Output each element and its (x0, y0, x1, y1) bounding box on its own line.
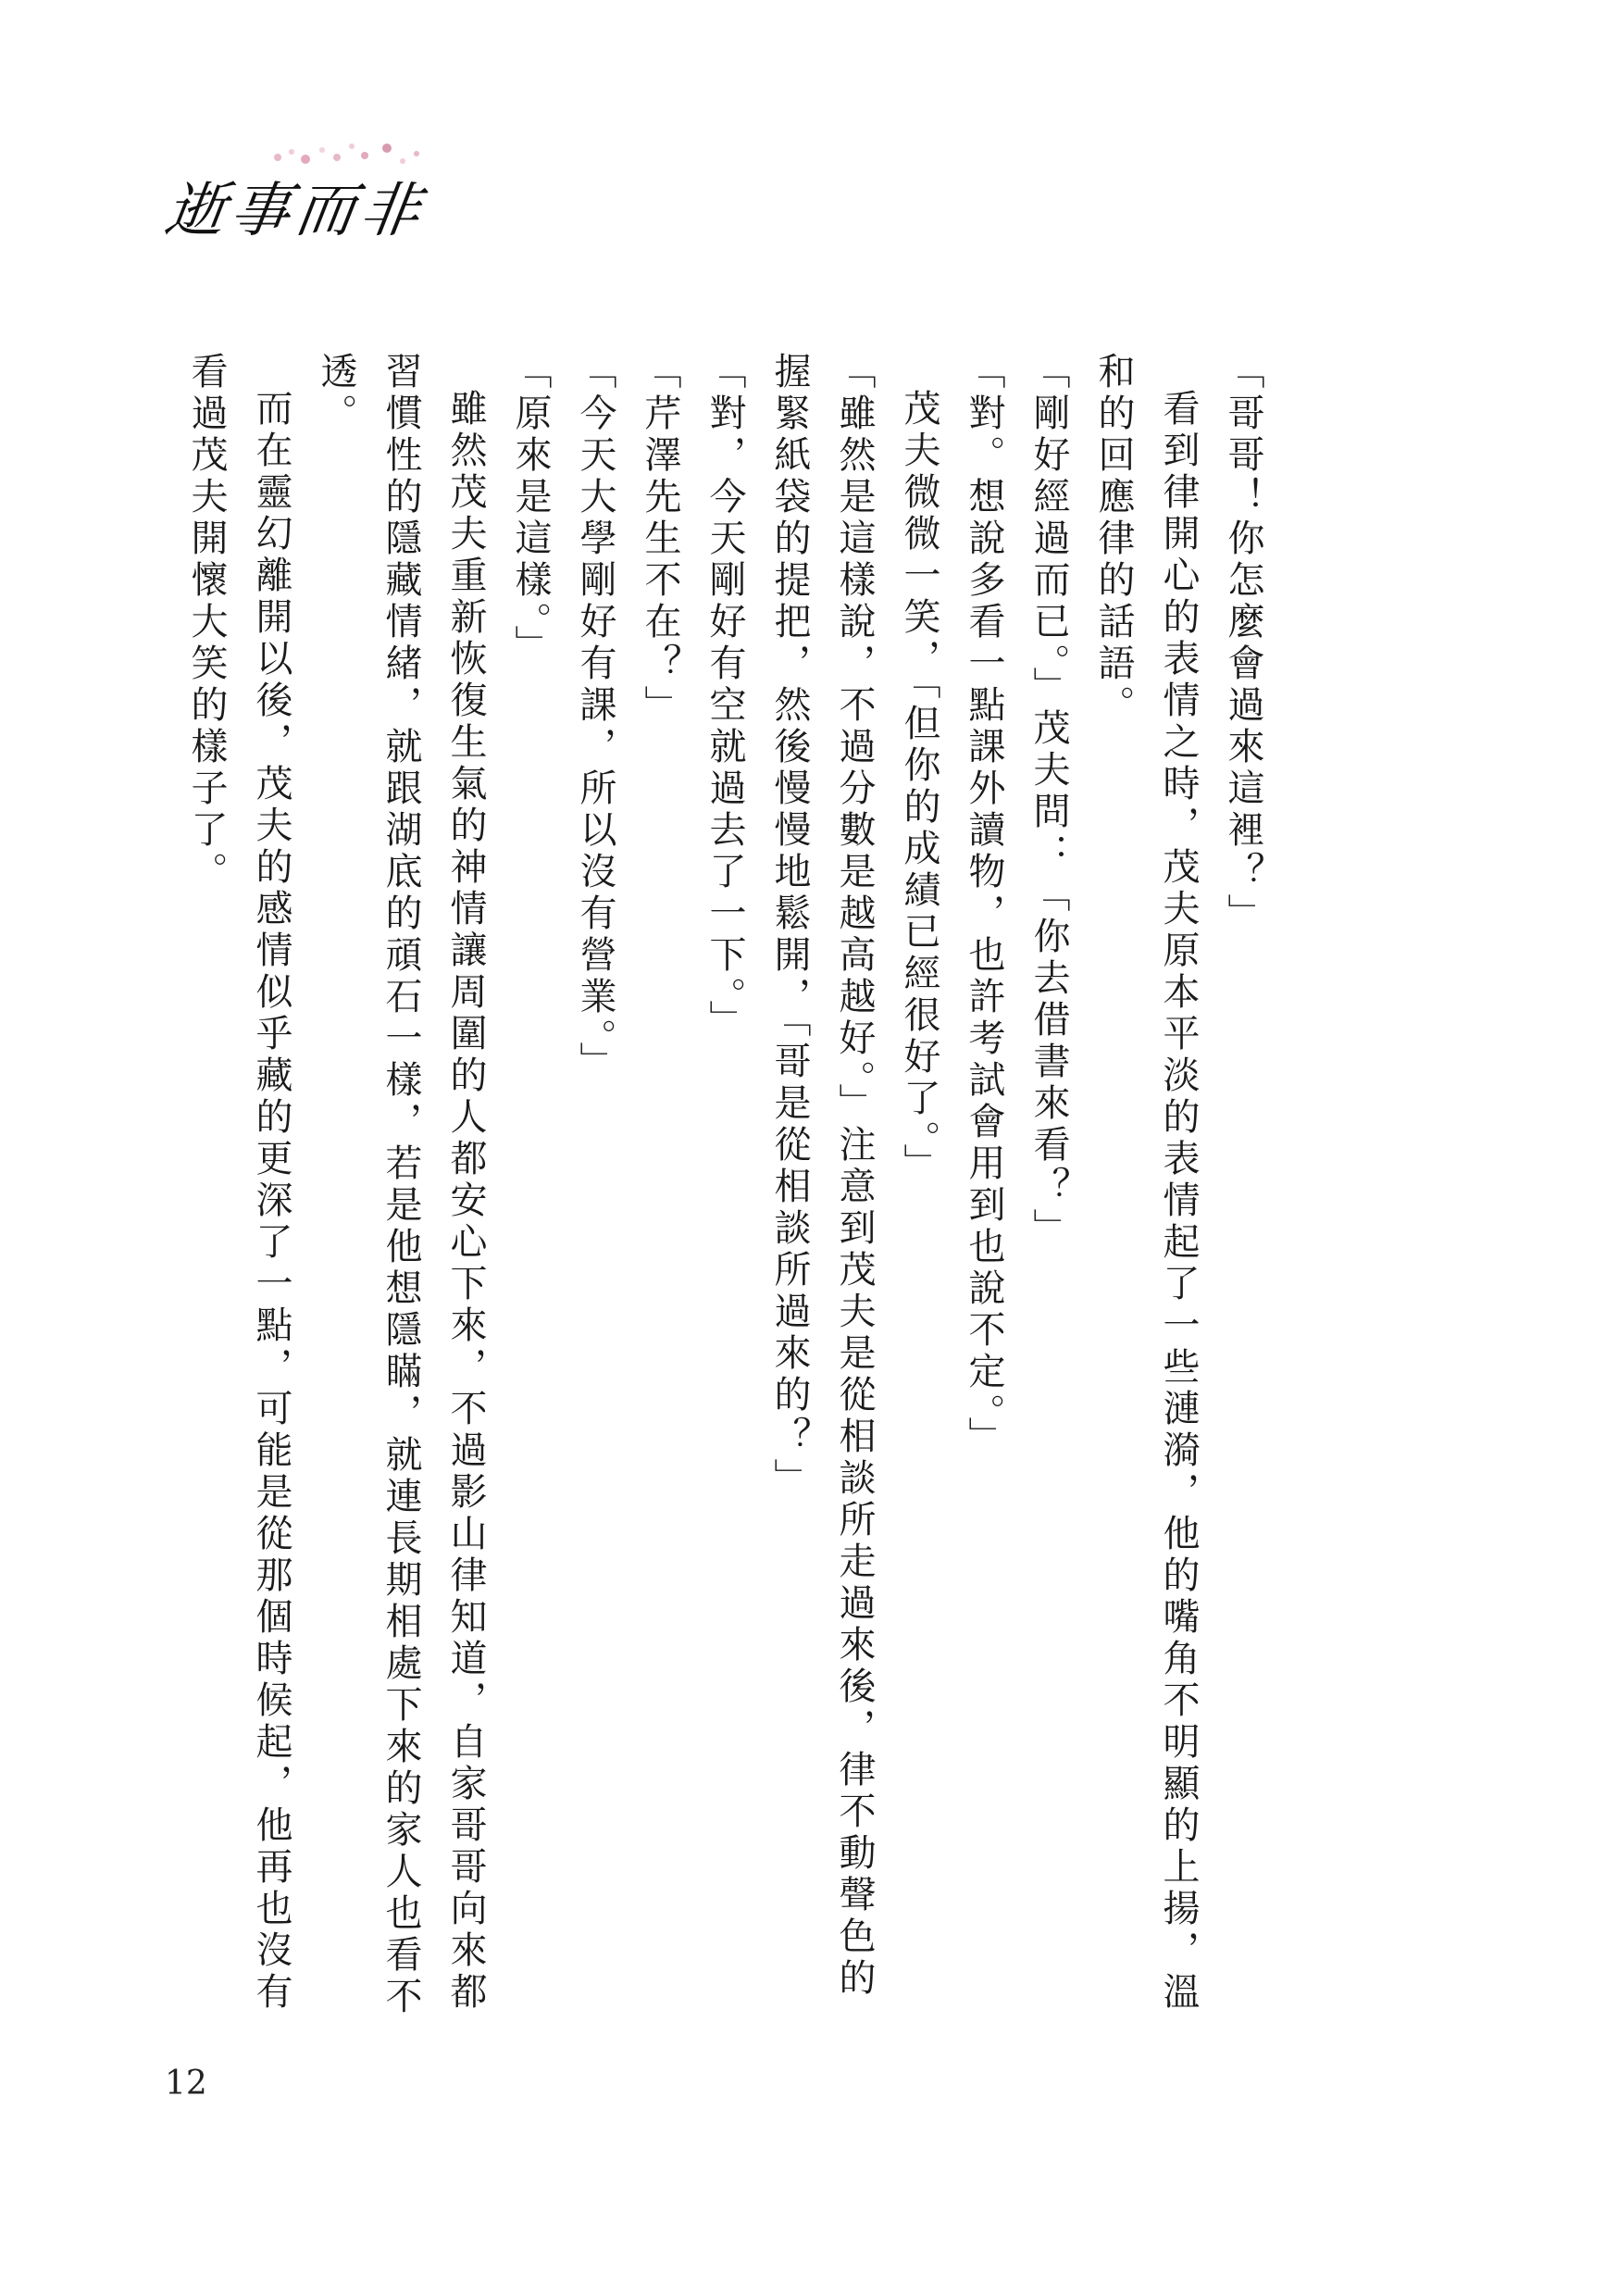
paragraph: 「原來是這樣。」 (509, 352, 552, 667)
paragraph: 「今天大學剛好有課，所以沒有營業。」 (574, 352, 616, 1083)
paragraph: 「剛好經過而已。」茂夫問：「你去借書來看？」 (1027, 352, 1070, 1250)
paragraph: 「芹澤先生不在？」 (639, 352, 681, 727)
paragraph: 「對，今天剛好有空就過去了一下。」 (703, 352, 746, 1042)
paragraph: 「雖然是這樣說，不過分數是越高越好。」注意到茂夫是從相談所走過來後，律不動聲色的握緊紙袋的提把，然後慢慢地鬆開，「哥是從相談所過來的？」 (768, 352, 876, 2000)
paragraph: 雖然茂夫重新恢復生氣的神情讓周圍的人都安心下來，不過影山律知道，自家哥哥向來都習慣性的隱藏情緒，就跟湖底的頑石一樣，若是他想隱瞞，就連長期相處下來的家人也看不透。 (315, 352, 487, 2018)
book-title: 逝事而非 (160, 177, 430, 245)
page-number: 12 (165, 2065, 207, 2103)
vertical-text-column (185, 352, 1276, 2028)
paragraph: 茂夫微微一笑，「但你的成績已經很好了。」 (898, 389, 940, 1185)
paragraph: 而在靈幻離開以後，茂夫的感情似乎藏的更深了一點，可能是從那個時候起，他再也沒有看過茂夫開懷大笑的樣子了。 (185, 352, 292, 2014)
paragraph: 「對。想說多看一點課外讀物，也許考試會用到也說不定。」 (963, 352, 1005, 1458)
running-header (160, 130, 463, 245)
paragraph: 看到律開心的表情之時，茂夫原本平淡的表情起了一些漣漪，他的嘴角不明顯的上揚，溫和的回應律的話語。 (1092, 352, 1200, 2014)
paragraph: 「哥哥！你怎麼會過來這裡？」 (1222, 352, 1264, 935)
